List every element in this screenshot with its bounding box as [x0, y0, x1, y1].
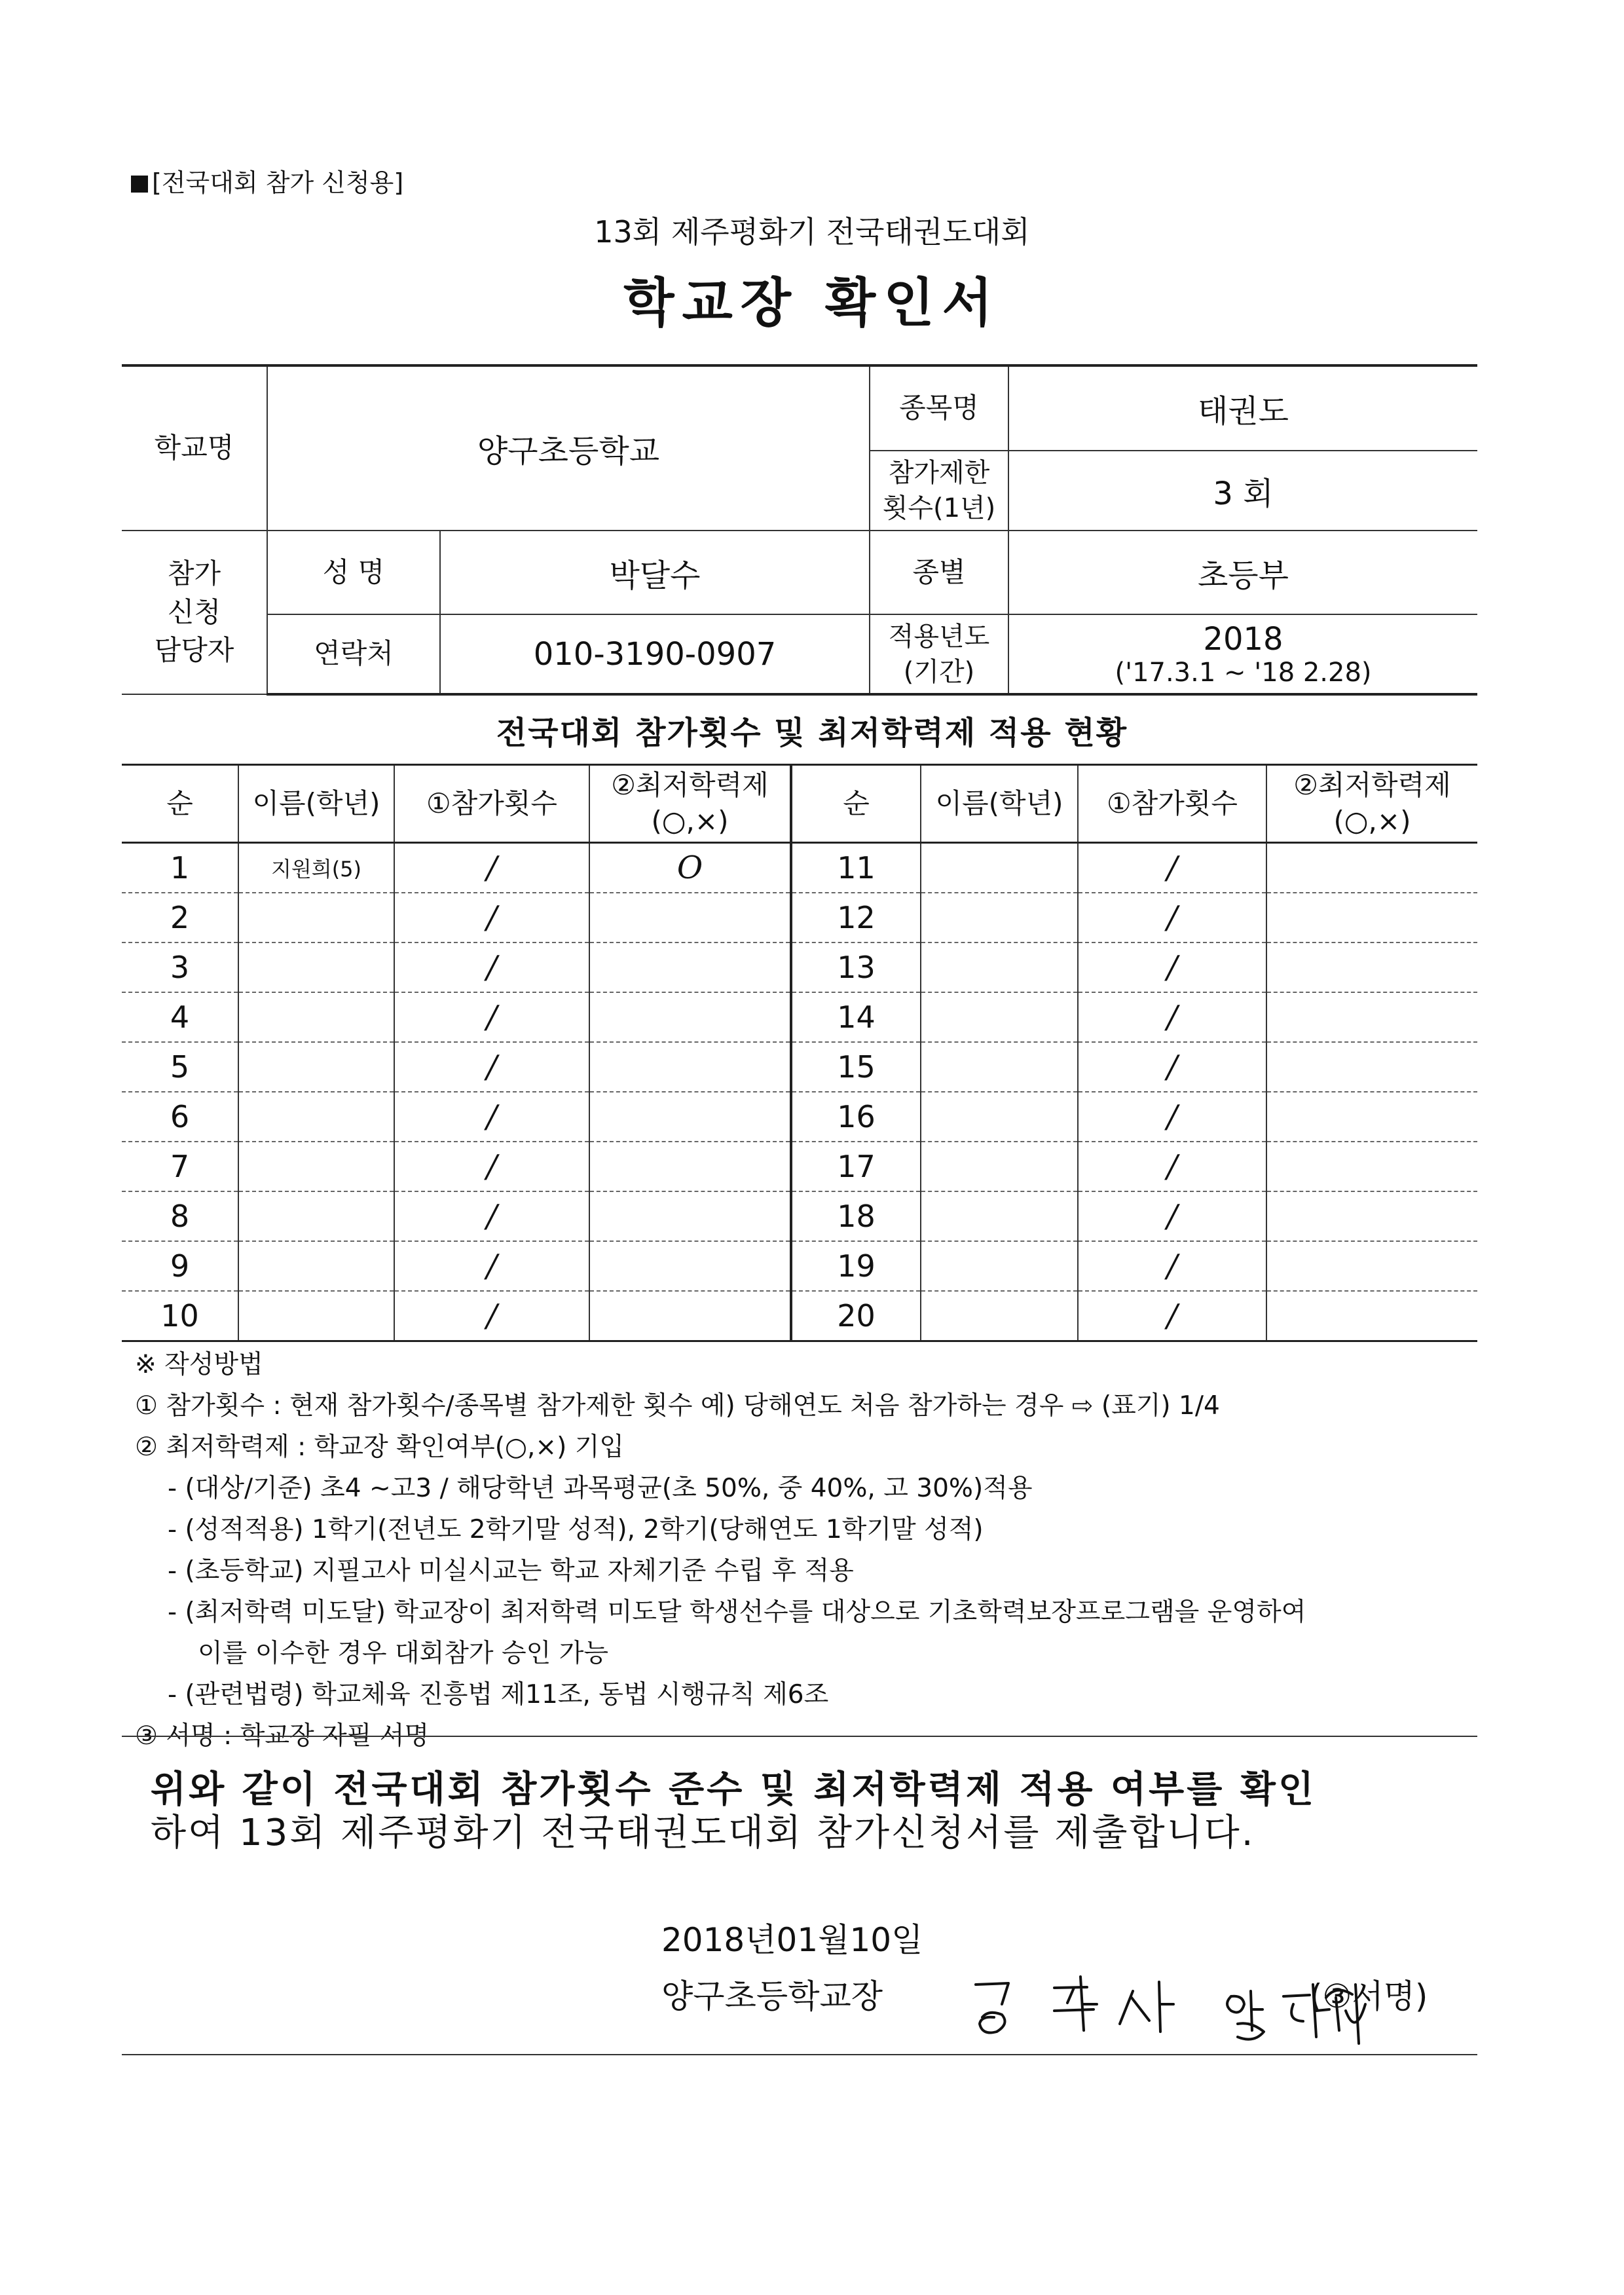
- table-row: [122, 1092, 1477, 1142]
- row-number: 1: [122, 843, 238, 893]
- minimum-standard-mark: [589, 1241, 791, 1291]
- division-label: 종별: [870, 531, 1008, 614]
- participation-count: /: [394, 1191, 589, 1241]
- minimum-standard-mark: [1266, 1042, 1477, 1092]
- header-count: ①참가횟수: [394, 765, 589, 843]
- header-no-right: 순: [791, 765, 921, 843]
- participant-name: [238, 992, 394, 1042]
- divider-bottom: [122, 2054, 1477, 2055]
- participant-name: [238, 1042, 394, 1092]
- header-minimum-line2: (○,×): [651, 805, 729, 837]
- participation-count: /: [1078, 843, 1266, 893]
- participation-count: /: [394, 1241, 589, 1291]
- header-minimum: [589, 765, 791, 843]
- header-name: 이름(학년): [238, 765, 394, 843]
- phone-value: 010-3190-0907: [440, 614, 870, 694]
- participation-count: /: [1078, 1092, 1266, 1142]
- participation-count: /: [1078, 992, 1266, 1042]
- participant-name: [238, 942, 394, 992]
- header-minimum-line1: ②최저학력제: [611, 769, 769, 802]
- square-bullet-icon: [131, 176, 148, 193]
- status-section-title: 전국대회 참가횟수 및 최저학력제 적용 현황: [496, 715, 1128, 751]
- row-number: 7: [122, 1142, 238, 1191]
- row-number: 15: [791, 1042, 921, 1092]
- header-minimum-right: [1266, 765, 1477, 843]
- note-2b: - (성적적용) 1학기(전년도 2학기말 성적), 2학기(당해연도 1학기말 성적): [168, 1515, 984, 1544]
- header-count-right: ①참가횟수: [1078, 765, 1266, 843]
- participant-name: [921, 1142, 1078, 1191]
- row-number: 18: [791, 1191, 921, 1241]
- participant-name: [238, 1241, 394, 1291]
- participation-count: /: [394, 1142, 589, 1191]
- participation-count: /: [1078, 1191, 1266, 1241]
- sign-label: (③서명): [1310, 1977, 1428, 2015]
- minimum-standard-mark: [1266, 893, 1477, 942]
- notes-heading: ※ 작성방법: [135, 1350, 263, 1379]
- row-number: 13: [791, 942, 921, 992]
- participant-name: [921, 843, 1078, 893]
- participant-name: [921, 893, 1078, 942]
- note-1: ① 참가횟수 : 현재 참가횟수/종목별 참가제한 횟수 예) 당해연도 처음 참가하는 경우 ⇨ (표기) 1/4: [135, 1391, 1220, 1421]
- row-number: 3: [122, 942, 238, 992]
- minimum-standard-mark: [589, 992, 791, 1042]
- minimum-standard-mark: [1266, 843, 1477, 893]
- row-number: 16: [791, 1092, 921, 1142]
- divider-top: [122, 1736, 1477, 1737]
- contact-group-line1: 참가: [167, 557, 221, 589]
- note-2e: - (관련법령) 학교체육 진흥법 제11조, 동법 시행규칙 제6조: [168, 1680, 829, 1709]
- participant-name: [921, 1042, 1078, 1092]
- minimum-standard-mark: [1266, 1241, 1477, 1291]
- signing-date: 2018년01월10일: [661, 1921, 923, 1959]
- division-value: 초등부: [1008, 531, 1477, 614]
- name-label: 성 명: [267, 531, 440, 614]
- note-2d-continued: 이를 이수한 경우 대회참가 승인 가능: [198, 1639, 609, 1668]
- year-label-line1: 적용년도: [888, 621, 990, 652]
- writing-instructions: [135, 1344, 1484, 1757]
- document-title: 학교장 확인서: [623, 272, 1001, 333]
- contact-group-line2: 신청: [167, 595, 221, 628]
- participation-count: /: [394, 1042, 589, 1092]
- school-label: 학교명: [122, 365, 267, 531]
- participant-name: [238, 1092, 394, 1142]
- participation-count: /: [394, 893, 589, 942]
- year-value-cell: [1008, 614, 1477, 694]
- table-row: [122, 843, 1477, 893]
- year-label-line2: (기간): [903, 656, 975, 687]
- minimum-standard-mark: [589, 942, 791, 992]
- participant-name: [238, 893, 394, 942]
- participant-name: 지원희(5): [238, 843, 394, 893]
- minimum-standard-mark: [1266, 1291, 1477, 1341]
- row-number: 9: [122, 1241, 238, 1291]
- form-type-tag: [131, 162, 403, 198]
- participation-count: /: [1078, 1291, 1266, 1341]
- minimum-standard-mark: [589, 893, 791, 942]
- row-number: 6: [122, 1092, 238, 1142]
- table-row: [122, 893, 1477, 942]
- note-2c: - (초등학교) 지필고사 미실시교는 학교 자체기준 수립 후 적용: [168, 1556, 854, 1586]
- participation-count: /: [394, 843, 589, 893]
- minimum-standard-mark: [589, 1191, 791, 1241]
- row-number: 11: [791, 843, 921, 893]
- participant-name: [921, 1241, 1078, 1291]
- participation-count: /: [1078, 1142, 1266, 1191]
- minimum-standard-mark: [1266, 942, 1477, 992]
- note-2a: - (대상/기준) 초4 ~고3 / 해당학년 과목평균(초 50%, 중 40%, 고 30%)적용: [168, 1474, 1033, 1503]
- info-table: [122, 364, 1477, 696]
- header-name-right: 이름(학년): [921, 765, 1078, 843]
- participation-count: /: [394, 1092, 589, 1142]
- row-number: 4: [122, 992, 238, 1042]
- table-row: [122, 942, 1477, 992]
- minimum-standard-mark: [589, 1042, 791, 1092]
- participation-count: /: [1078, 893, 1266, 942]
- table-row: [122, 1291, 1477, 1341]
- table-row: [122, 1142, 1477, 1191]
- confirmation-statement: [151, 1768, 1460, 1855]
- table-row: [122, 1241, 1477, 1291]
- phone-label: 연락처: [267, 614, 440, 694]
- participation-count: /: [394, 1291, 589, 1341]
- row-number: 14: [791, 992, 921, 1042]
- header-no: 순: [122, 765, 238, 843]
- table-row: [122, 992, 1477, 1042]
- row-number: 8: [122, 1191, 238, 1241]
- sport-value: 태권도: [1008, 365, 1477, 451]
- participation-count: /: [1078, 1241, 1266, 1291]
- minimum-standard-mark: [589, 1291, 791, 1341]
- note-3: ③ 서명 : 학교장 자필 서명: [135, 1721, 430, 1751]
- sport-label: 종목명: [870, 365, 1008, 451]
- note-2d: - (최저학력 미도달) 학교장이 최저학력 미도달 학생선수를 대상으로 기초학력보장프로그램을 운영하여: [168, 1597, 1306, 1627]
- header-minimum-right-line2: (○,×): [1333, 805, 1411, 837]
- confirmation-line2: 하여 13회 제주평화기 전국태권도대회 참가신청서를 제출합니다.: [151, 1812, 1255, 1854]
- header-minimum-right-line1: ②최저학력제: [1293, 769, 1451, 802]
- year-value: 2018: [1203, 620, 1283, 658]
- participants-header-row: [122, 765, 1477, 843]
- minimum-standard-mark: [589, 1142, 791, 1191]
- row-number: 20: [791, 1291, 921, 1341]
- participation-count: /: [1078, 1042, 1266, 1092]
- participant-name: [921, 1092, 1078, 1142]
- principal-title: 양구초등학교장: [661, 1977, 883, 2015]
- participants-table: [122, 764, 1477, 1342]
- minimum-standard-mark: O: [589, 843, 791, 893]
- form-type-label: [전국대회 참가 신청용]: [152, 168, 404, 197]
- participant-name: [238, 1191, 394, 1241]
- minimum-standard-mark: [589, 1092, 791, 1142]
- period-value: ('17.3.1 ~ '18 2.28): [1115, 657, 1372, 688]
- contact-group-label: [122, 531, 267, 694]
- limit-value: 3 회: [1008, 451, 1477, 531]
- minimum-standard-mark: [1266, 992, 1477, 1042]
- minimum-standard-mark: [1266, 1191, 1477, 1241]
- participant-name: [921, 1291, 1078, 1341]
- row-number: 10: [122, 1291, 238, 1341]
- participation-count: /: [394, 942, 589, 992]
- name-value: 박달수: [440, 531, 870, 614]
- contact-group-line3: 담당자: [154, 634, 234, 667]
- participant-name: [921, 992, 1078, 1042]
- year-label: [870, 614, 1008, 694]
- minimum-standard-mark: [1266, 1142, 1477, 1191]
- row-number: 17: [791, 1142, 921, 1191]
- limit-label: [870, 451, 1008, 531]
- participant-name: [238, 1142, 394, 1191]
- minimum-standard-mark: [1266, 1092, 1477, 1142]
- row-number: 12: [791, 893, 921, 942]
- confirmation-line1: 위와 같이 전국대회 참가횟수 준수 및 최저학력제 적용 여부를 확인: [151, 1768, 1317, 1811]
- participant-name: [238, 1291, 394, 1341]
- school-value: 양구초등학교: [267, 365, 870, 531]
- participation-count: /: [1078, 942, 1266, 992]
- participation-count: /: [394, 992, 589, 1042]
- table-row: [122, 1191, 1477, 1241]
- row-number: 5: [122, 1042, 238, 1092]
- note-2: ② 최저학력제 : 학교장 확인여부(○,×) 기입: [135, 1432, 625, 1462]
- participant-name: [921, 942, 1078, 992]
- participant-name: [921, 1191, 1078, 1241]
- limit-label-line1: 참가제한: [888, 458, 990, 488]
- row-number: 19: [791, 1241, 921, 1291]
- table-row: [122, 1042, 1477, 1092]
- limit-label-line2: 횟수(1년): [882, 493, 996, 523]
- row-number: 2: [122, 893, 238, 942]
- event-title: 13회 제주평화기 전국태권도대회: [594, 214, 1030, 250]
